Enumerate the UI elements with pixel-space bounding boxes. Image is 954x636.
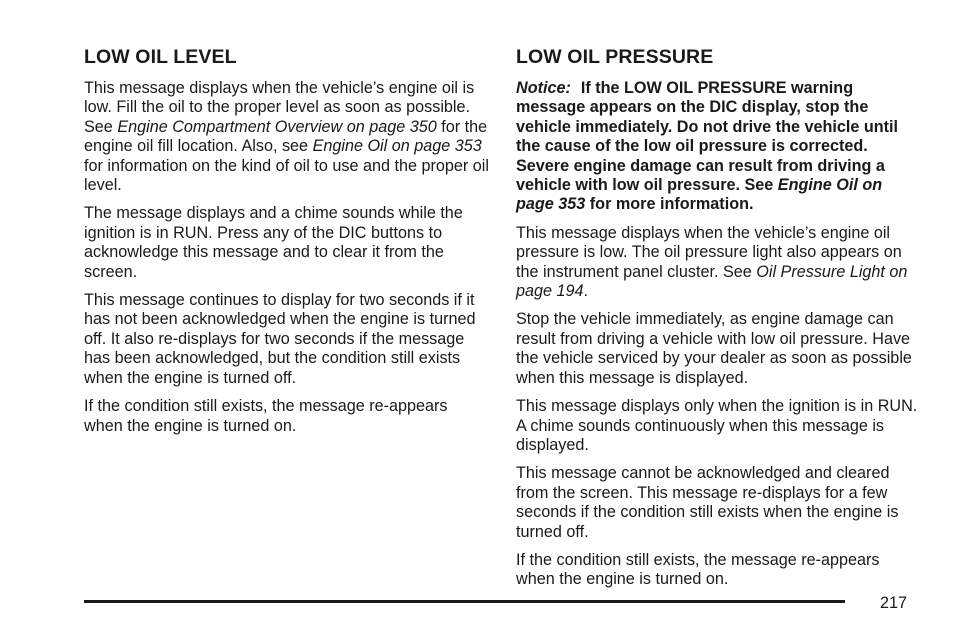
paragraph-text: for the engine oil fill location. Also, see: [84, 117, 488, 156]
paragraph: [84, 79, 489, 195]
paragraph: Stop the vehicle immediately, as engine damage can result from driving a vehicle with low oil pressure. Have the vehicle serviced by your dealer as soon as possible when this message is displayed.: [516, 310, 912, 387]
paragraph: This message displays only when the ignition is in RUN. A chime sounds continuously when this message is displayed.: [516, 397, 918, 454]
section-heading-low-oil-pressure: LOW OIL PRESSURE: [516, 46, 714, 68]
section-heading-low-oil-level: LOW OIL LEVEL: [84, 46, 237, 68]
cross-reference: Engine Oil on page 353: [312, 137, 482, 156]
paragraph: The message displays and a chime sounds while the ignition is in RUN. Press any of the DIC buttons to acknowledge this message and to clear it from the screen.: [84, 204, 463, 281]
footer-divider: [84, 600, 845, 603]
paragraph: This message continues to display for two seconds if it has not been acknowledged when the engine is turned off. It also re-displays for two seconds if the message has been acknowledged, but the condition still exists when the engine is turned off.: [84, 291, 476, 387]
left-column: [84, 46, 489, 445]
notice-paragraph: [516, 79, 921, 215]
cross-reference: Oil Pressure Light on page 194: [516, 262, 908, 301]
paragraph-text: This message displays when the vehicle’s engine oil is low. Fill the oil to the proper level as soon as possible. See: [84, 79, 475, 136]
right-column: [516, 46, 921, 599]
cross-reference: Engine Compartment Overview on page 350: [117, 117, 437, 136]
paragraph-text: for information on the kind of oil to use and the proper oil level.: [84, 156, 489, 195]
notice-label: Notice:: [516, 79, 571, 97]
notice-text: for more information.: [585, 195, 754, 214]
paragraph: If the condition still exists, the message re-appears when the engine is turned on.: [84, 397, 448, 435]
notice-text: If the LOW OIL PRESSURE warning message appears on the DIC display, stop the vehicle immediately. Do not drive the vehicle until the cause of the low oil pressure is corrected. Severe engine damage can result from driving a vehicle with low oil pressure. See: [516, 79, 899, 195]
paragraph-text: .: [583, 282, 589, 301]
page-number: 217: [880, 594, 908, 612]
paragraph: This message cannot be acknowledged and cleared from the screen. This message re-displays for a few seconds if the condition still exists when the engine is turned off.: [516, 464, 899, 541]
cross-reference: Engine Oil on page 353: [516, 176, 883, 214]
paragraph-text: This message displays when the vehicle’s engine oil pressure is low. The oil pressure light also appears on the instrument panel cluster. See: [516, 223, 902, 281]
paragraph: If the condition still exists, the message re-appears when the engine is turned on.: [516, 550, 880, 589]
paragraph: [516, 224, 921, 302]
